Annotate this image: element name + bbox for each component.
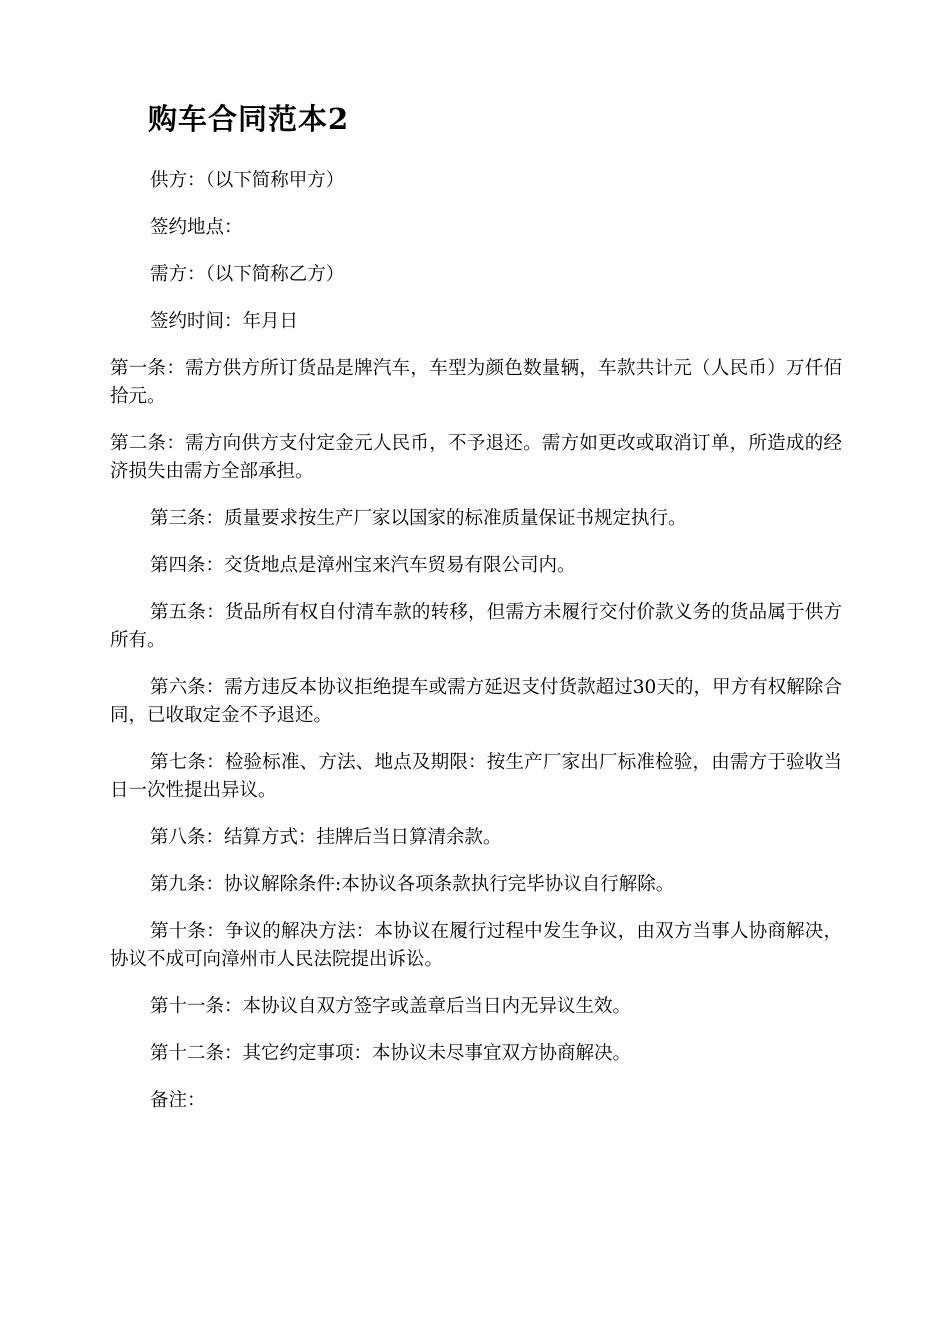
document-paragraph: 供方：（以下简称甲方） <box>150 170 345 191</box>
document-paragraph: 第一条：需方供方所订货品是牌汽车，车型为颜色数量辆，车款共计元（人民币）万仟佰拾元。 <box>110 358 842 407</box>
document-paragraph: 第十条：争议的解决方法：本协议在履行过程中发生争议，由双方当事人协商解决，协议不成可向漳州市人民法院提出诉讼。 <box>110 921 842 970</box>
document-paragraph: 备注： <box>150 1090 206 1111</box>
document-paragraph: 第五条：货品所有权自付清车款的转移，但需方未履行交付价款义务的货品属于供方所有。 <box>110 602 842 651</box>
document-paragraph: 签约时间：年月日 <box>150 311 299 332</box>
document-paragraph: 签约地点： <box>150 217 243 238</box>
document-paragraph: 第十二条：其它约定事项：本协议未尽事宜双方协商解决。 <box>150 1043 632 1064</box>
document-paragraph: 需方：（以下简称乙方） <box>150 264 345 285</box>
document-paragraph: 第七条：检验标准、方法、地点及期限：按生产厂家出厂标准检验，由需方于验收当日一次性提出异议。 <box>110 752 842 801</box>
document-paragraph: 第十一条：本协议自双方签字或盖章后当日内无异议生效。 <box>150 996 632 1017</box>
document-title: 购车合同范本2 <box>148 102 350 136</box>
document-paragraph: 第二条：需方向供方支付定金元人民币，不予退还。需方如更改或取消订单，所造成的经济损失由需方全部承担。 <box>110 433 842 482</box>
document-paragraph: 第九条：协议解除条件:本协议各项条款执行完毕协议自行解除。 <box>150 874 675 895</box>
document-paragraph: 第四条：交货地点是漳州宝来汽车贸易有限公司内。 <box>150 555 576 576</box>
document-body <box>110 167 842 1134</box>
document-paragraph: 第三条：质量要求按生产厂家以国家的标准质量保证书规定执行。 <box>150 508 687 529</box>
document-paragraph: 第八条：结算方式：挂牌后当日算清余款。 <box>150 827 502 848</box>
document-paragraph: 第六条：需方违反本协议拒绝提车或需方延迟支付货款超过30天的，甲方有权解除合同，已收取定金不予退还。 <box>110 677 842 726</box>
